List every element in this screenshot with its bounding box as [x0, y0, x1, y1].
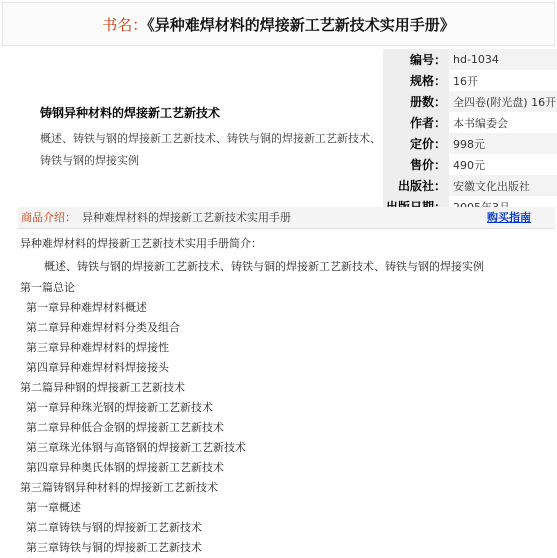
product-intro-label: 商品介绍： — [21, 211, 76, 224]
info-row-volumes — [383, 91, 557, 112]
toc-chapter: 第二章异种难焊材料分类及组合 — [26, 321, 180, 334]
product-intro-name: 异种难焊材料的焊接新工艺新技术实用手册 — [82, 211, 291, 224]
info-row-spec — [383, 70, 557, 91]
info-key: 册数： — [383, 91, 449, 112]
toc-chapter: 第三章异种难焊材料的焊接性 — [26, 341, 169, 354]
toc-part: 第一篇总论 — [20, 281, 75, 294]
contents-abstract: 概述、铸铁与钢的焊接新工艺新技术、铸铁与铜的焊接新工艺新技术、铸铁与钢的焊接实例 — [44, 260, 484, 273]
toc-chapter: 第二章铸铁与钢的焊接新工艺新技术 — [26, 521, 202, 534]
info-row-author — [383, 112, 557, 133]
info-key: 定价： — [383, 133, 449, 154]
toc-chapter: 第一章概述 — [26, 501, 81, 514]
toc-chapter: 第一章异种珠光钢的焊接新工艺新技术 — [26, 401, 213, 414]
info-row-id — [383, 49, 557, 70]
toc-part: 第三篇铸钢异种材料的焊接新工艺新技术 — [20, 481, 218, 494]
info-value: hd-1034 — [449, 49, 557, 70]
product-intro-bar — [18, 207, 555, 229]
info-key: 出版社： — [383, 175, 449, 196]
buy-guide-link[interactable]: 购买指南 — [487, 211, 531, 224]
book-title-label: 书名： — [102, 16, 148, 34]
info-key: 编号： — [383, 49, 449, 70]
info-value: 998元 — [449, 133, 557, 154]
toc-part: 第二篇异种钢的焊接新工艺新技术 — [20, 381, 185, 394]
info-key: 作者： — [383, 112, 449, 133]
info-value: 490元 — [453, 158, 485, 172]
toc-chapter: 第四章异种难焊材料焊接接头 — [26, 361, 169, 374]
info-key: 规格： — [383, 70, 449, 91]
info-row-publisher — [383, 175, 557, 196]
info-row-list-price — [383, 133, 557, 154]
info-value: 全四卷(附光盘) 16开 — [449, 91, 557, 112]
book-info-table — [383, 49, 557, 217]
toc-chapter: 第四章异种奥氏体钢的焊接新工艺新技术 — [26, 461, 224, 474]
info-value: 本书编委会 — [453, 116, 508, 130]
book-title-bar — [2, 2, 555, 46]
description-title: 铸钢异种材料的焊接新工艺新技术 — [40, 106, 221, 120]
info-value: 16开 — [453, 74, 478, 88]
book-title: 《异种难焊材料的焊接新工艺新技术实用手册》 — [147, 16, 455, 34]
book-contents — [20, 234, 557, 558]
toc-chapter: 第三章珠光体钢与高铬钢的焊接新工艺新技术 — [26, 441, 246, 454]
info-row-sale-price — [383, 154, 557, 175]
toc-chapter: 第二章异种低合金钢的焊接新工艺新技术 — [26, 421, 224, 434]
contents-intro: 异种难焊材料的焊接新工艺新技术实用手册简介： — [20, 237, 262, 250]
toc-chapter: 第三章铸铁与铜的焊接新工艺新技术 — [26, 541, 202, 554]
description-text: 概述、铸铁与钢的焊接新工艺新技术、铸铁与铜的焊接新工艺新技术、铸铁与钢的焊接实例 — [40, 132, 381, 167]
info-value: 安徽文化出版社 — [449, 175, 557, 196]
book-description — [40, 104, 385, 172]
toc-chapter: 第一章异种难焊材料概述 — [26, 301, 147, 314]
info-key: 售价： — [383, 154, 449, 175]
